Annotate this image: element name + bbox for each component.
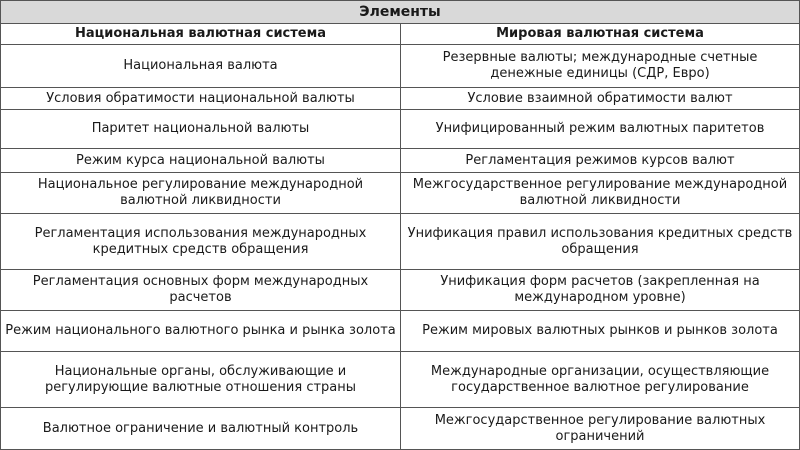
table-cell-national: Регламентация использования международных кредитных средств обращения [1,214,401,270]
table-cell-national: Валютное ограничение и валютный контроль [1,408,401,450]
column-header-national: Национальная валютная система [1,24,401,45]
table-cell-world: Режим мировых валютных рынков и рынков золота [401,311,800,352]
table-cell-national: Регламентация основных форм международных расчетов [1,270,401,311]
table-cell-world: Унифицированный режим валютных паритетов [401,110,800,149]
table-cell-national: Национальные органы, обслуживающие и регулирующие валютные отношения страны [1,352,401,408]
table-cell-world: Международные организации, осуществляющие государственное валютное регулирование [401,352,800,408]
column-header-world: Мировая валютная система [401,24,800,45]
table-row [1,88,800,110]
table-row [1,45,800,88]
table-row [1,173,800,214]
table-title: Элементы [1,1,800,24]
table-row [1,408,800,450]
title-row [1,1,800,24]
table-cell-national: Режим курса национальной валюты [1,149,401,173]
table-cell-world: Межгосударственное регулирование международной валютной ликвидности [401,173,800,214]
table-row [1,352,800,408]
table-cell-world: Унификация правил использования кредитных средств обращения [401,214,800,270]
table-cell-world: Резервные валюты; международные счетные денежные единицы (СДР, Евро) [401,45,800,88]
table-cell-world: Унификация форм расчетов (закрепленная на международном уровне) [401,270,800,311]
table-cell-world: Межгосударственное регулирование валютных ограничений [401,408,800,450]
header-row [1,24,800,45]
table-cell-national: Паритет национальной валюты [1,110,401,149]
table-row [1,149,800,173]
table-row [1,311,800,352]
table-cell-national: Национальное регулирование международной валютной ликвидности [1,173,401,214]
table-row [1,110,800,149]
table-cell-world: Условие взаимной обратимости валют [401,88,800,110]
table-row [1,270,800,311]
table-cell-national: Режим национального валютного рынка и рынка золота [1,311,401,352]
table-cell-national: Условия обратимости национальной валюты [1,88,401,110]
table-cell-world: Регламентация режимов курсов валют [401,149,800,173]
table-row [1,214,800,270]
table-cell-national: Национальная валюта [1,45,401,88]
